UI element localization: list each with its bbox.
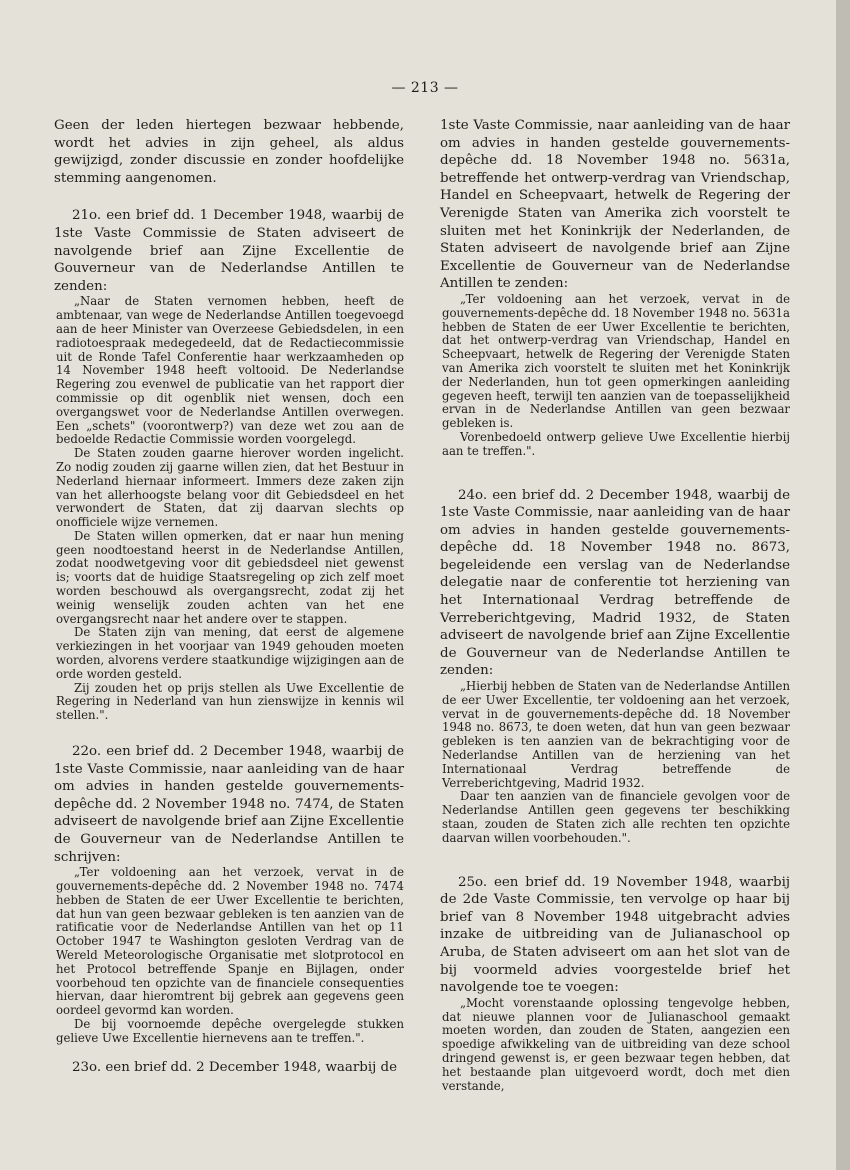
right-quoted-letter-paragraph: „Hierbij hebben de Staten van de Nederlandse Antillen de eer Uwer Excellentie, ter voldoening aan het verzoek, vervat in de gouvernements-depêche dd. 18 November 1948 no. 8673, te doen weten, dat hun van geen bezwaar gebleken is ten aanzien van de bekrachtiging voor de Nederlandse Antillen van de herziening van het Internationaal Verdrag betreffende de Verreberichtgeving, Madrid 1932. [442, 679, 790, 790]
spacer [54, 187, 404, 207]
page-edge [836, 0, 850, 1170]
right-quoted-letter-paragraph: Vorenbedoeld ontwerp gelieve Uwe Excellentie hierbij aan te treffen.". [442, 429, 790, 458]
left-paragraph: Geen der leden hiertegen bezwaar hebbende, wordt het advies in zijn geheel, als aldus gewijzigd, zonder discussie en zonder hoofdelijke stemming aangenomen. [54, 118, 404, 186]
left-paragraph: 23o. een brief dd. 2 December 1948, waarbij de [72, 1059, 398, 1075]
right-paragraph: 1ste Vaste Commissie, naar aanleiding van de haar om advies in handen gestelde gouvernements-depêche dd. 18 November 1948 no. 5631a, betreffende het ontwerp-verdrag van Vriendschap, Handel en Scheepvaart, hetwelk de Regering der Verenigde Staten van Amerika zich voorstelt te sluiten met het Koninkrijk der Nederlanden, de Staten adviseert de navolgende brief aan Zijne Excellentie de Gouverneur van de Nederlandse Antillen te zenden: [440, 118, 790, 292]
left-paragraph: 21o. een brief dd. 1 December 1948, waarbij de 1ste Vaste Commissie de Staten adviseert de navolgende brief aan Zijne Excellentie de Gouverneur van de Nederlandse Antillen te zenden: [54, 208, 404, 294]
right-quoted-letter-paragraph: „Mocht vorenstaande oplossing tengevolge hebben, dat nieuwe plannen voor de Julianaschool gemaakt moeten worden, dan zouden de Staten, aangezien een spoedige afwikkeling van de uitbreiding van deze school dringend gewenst is, er geen bezwaar tegen hebben, dat het bestaande plan uitgevoerd wordt, doch met dien verstande, [442, 995, 790, 1093]
left-quoted-letter-paragraph: De Staten zijn van mening, dat eerst de algemene verkiezingen in het voorjaar van 1949 gehouden moeten worden, alvorens verdere staatkundige wijzigingen aan de orde worden gesteld. [56, 625, 404, 681]
left-quoted-letter-paragraph: De bij voornoemde depêche overgelegde stukken gelieve Uwe Excellentie hiernevens aan te treffen.". [56, 1016, 404, 1045]
right-paragraph: 24o. een brief dd. 2 December 1948, waarbij de 1ste Vaste Commissie, naar aanleiding van de haar om advies in handen gestelde gouvernements-depêche dd. 18 November 1948 no. 8673, begeleidende een verslag van de Nederlandse delegatie naar de conferentie tot herziening van het Internationaal Verdrag betreffende de Verreberichtgeving, Madrid 1932, de Staten adviseert de navolgende brief aan Zijne Excellentie de Gouverneur van de Nederlandse Antillen te zenden: [440, 487, 790, 679]
left-quoted-letter-paragraph: De Staten willen opmerken, dat er naar hun mening geen noodtoestand heerst in de Nederlandse Antillen, zodat noodwetgeving voor dit gebiedsdeel niet gewenst is; voorts dat de huidige Staatsregeling op zich zelf moet worden beschouwd als overgangsrecht, zodat zij het weinig wenselijk zouden achten van het ene overgangsrecht naar het andere over te stappen. [56, 528, 404, 626]
right-paragraph: 25o. een brief dd. 19 November 1948, waarbij de 2de Vaste Commissie, ten vervolge op haar bij brief van 8 November 1948 uitgebracht advies inzake de uitbreiding van de Julianaschool op Aruba, de Staten adviseert om aan het slot van de bij voormeld advies voorgestelde brief het navolgende toe te voegen: [440, 874, 790, 996]
spacer [440, 459, 790, 487]
spacer [54, 723, 404, 743]
spacer [54, 1046, 404, 1059]
left-quoted-letter-paragraph: De Staten zouden gaarne hierover worden ingelicht. Zo nodig zouden zij gaarne willen zien, dat het Bestuur in Nederland hiernaar informeert. Immers deze zaken zijn van het allerhoogste belang voor dit Gebiedsdeel en het verwondert de Staten, dat zij daarvan slechts op onofficiele wijze vernemen. [56, 446, 404, 530]
page-number: — 213 — [391, 80, 459, 96]
right-column [440, 117, 790, 1093]
right-quoted-letter-paragraph: Daar ten aanzien van de financiele gevolgen voor de Nederlandse Antillen geen gegevens ter beschikking staan, zouden de Staten zich alle rechten ten opzichte daarvan willen voorbehouden.". [442, 789, 790, 845]
left-quoted-letter-paragraph: „Ter voldoening aan het verzoek, vervat in de gouvernements-depêche dd. 2 November 1948 no. 7474 hebben de Staten de eer Uwer Excellentie te berichten, dat hun van geen bezwaar gebleken is ten aanzien van de ratificatie voor de Nederlandse Antillen van het op 11 October 1947 te Washington gesloten Verdrag van de Wereld Meteorologische Organisatie met slotprotocol en het Protocol betreffende Spanje en Bijlagen, onder voorbehoud ten opzichte van de financiele consequenties hiervan, daar hieromtrent bij gebrek aan gegevens geen oordeel gevormd kan worden. [56, 865, 404, 1018]
spacer [440, 846, 790, 874]
left-quoted-letter-paragraph: „Naar de Staten vernomen hebben, heeft de ambtenaar, van wege de Nederlandse Antillen toegevoegd aan de heer Minister van Overzeese Gebiedsdelen, in een radiotoespraak medegedeeld, dat de Redactiecommissie uit de Ronde Tafel Conferentie haar werkzaamheden op 14 November 1948 heeft voltooid. De Nederlandse Regering zou evenwel de publicatie van het rapport dier commissie op dit ogenblik niet wensen, doch een overgangswet voor de Nederlandse Antillen overwegen. Een „schets" (voorontwerp?) van deze wet zou aan de bedoelde Redactie Commissie worden voorgelegd. [56, 294, 404, 447]
left-paragraph: 22o. een brief dd. 2 December 1948, waarbij de 1ste Vaste Commissie, naar aanleiding van de haar om advies in handen gestelde gouvernements-depêche dd. 2 November 1948 no. 7474, de Staten adviseert de navolgende brief aan Zijne Excellentie de Gouverneur van de Nederlandse Antillen te schrijven: [54, 744, 404, 865]
right-quoted-letter-paragraph: „Ter voldoening aan het verzoek, vervat in de gouvernements-depêche dd. 18 November 1948 no. 5631a hebben de Staten de eer Uwer Excellentie te berichten, dat het ontwerp-verdrag van Vriendschap, Handel en Scheepvaart, hetwelk de Regering der Verenigde Staten van Amerika zich voorstelt te sluiten met het Koninkrijk der Nederlanden, hun tot geen opmerkingen aanleiding gegeven heeft, terwijl ten aanzien van de toepasselijkheid ervan in de Nederlandse Antillen van geen bezwaar gebleken is. [442, 291, 790, 431]
left-column [54, 117, 404, 1076]
left-quoted-letter-paragraph: Zij zouden het op prijs stellen als Uwe Excellentie de Regering in Nederland van hun zienswijze in kennis wil stellen.". [56, 680, 404, 723]
